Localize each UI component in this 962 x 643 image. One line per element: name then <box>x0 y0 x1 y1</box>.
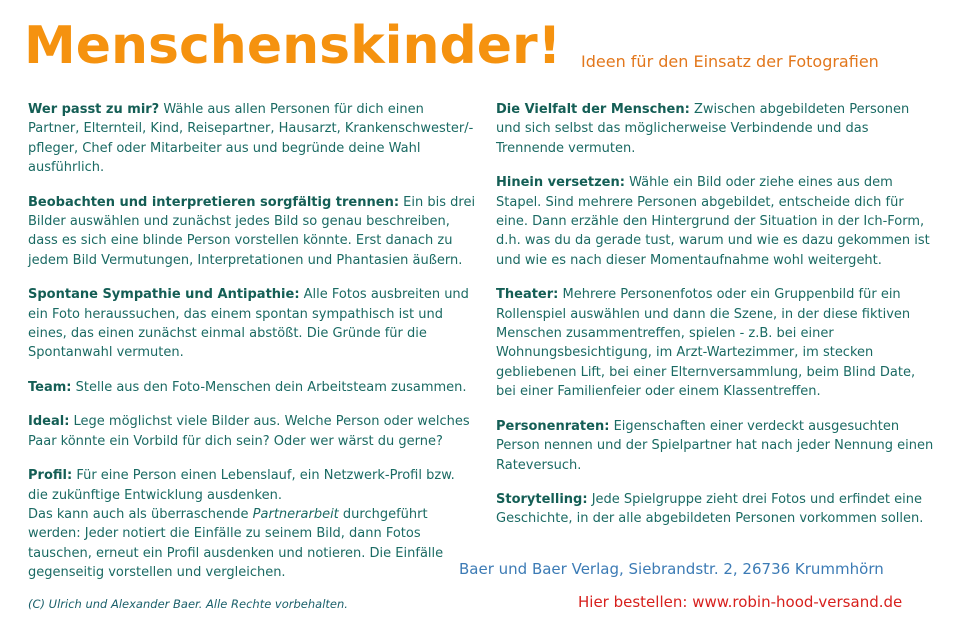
idea-text-part: durchgeführt werden: Jeder notiert die Einfälle zu seinem Bild, dann Fotos tauschen, erneut ein Profil ausdenken und notieren. Die Einfälle gegenseitig vorstellen und vergleichen. <box>28 506 444 581</box>
idea-hinein-versetzen <box>496 173 936 270</box>
idea-wer-passt <box>28 100 476 178</box>
idea-text: Für eine Person einen Lebenslauf, ein Netzwerk-Profil bzw. die zukünftige Entwicklung ausdenken. <box>28 468 455 503</box>
idea-heading: Beobachten und interpretieren sorgfältig trennen: <box>28 194 400 210</box>
order-url[interactable]: www.robin-hood-versand.de <box>692 593 903 611</box>
idea-text-part: Das kann auch als überraschende <box>28 506 249 522</box>
idea-sympathie <box>28 285 476 363</box>
idea-text: Alle Fotos ausbreiten und ein Foto heraussuchen, das einem spontan sympathisch ist und eines, das einen zunächst einmal abstößt. Die Gründe für die Spontanwahl vermuten. <box>28 287 469 361</box>
idea-team <box>28 378 476 397</box>
idea-ideal <box>28 412 476 451</box>
publisher-address: Baer und Baer Verlag, Siebrandstr. 2, 26736 Krummhörn <box>459 560 884 578</box>
idea-heading: Team: <box>28 379 72 395</box>
idea-vielfalt <box>496 100 936 158</box>
idea-text: Lege möglichst viele Bilder aus. Welche Person oder welches Paar könnte ein Vorbild für dich sein? Oder wer wärst du gerne? <box>28 414 470 449</box>
order-label: Hier bestellen: <box>578 593 688 611</box>
order-link[interactable] <box>578 593 902 611</box>
idea-text: Stelle aus den Foto-Menschen dein Arbeitsteam zusammen. <box>75 379 467 395</box>
idea-text: Eigenschaften einer verdeckt ausgesuchten Person nennen und der Spielpartner hat nach jeder Nennung einen Rateversuch. <box>496 418 934 473</box>
idea-text: Mehrere Personenfotos oder ein Gruppenbild für ein Rollenspiel auswählen und dann die Szene, in der diese fiktiven Menschen zusammentreffen, spielen - z.B. bei einer Wohnungsbesichtigung, im Arzt-Wartezimmer, im stecken gebliebenen Lift, bei einer Elternversammlung, beim Blind Date, bei einer Familienfeier oder einem Klassentreffen. <box>496 287 916 400</box>
idea-heading: Personenraten: <box>496 418 610 434</box>
left-column <box>28 100 476 598</box>
page-title: Menschenskinder! <box>24 16 562 76</box>
copyright-notice: (C) Ulrich und Alexander Baer. Alle Rechte vorbehalten. <box>28 597 348 611</box>
idea-beobachten <box>28 193 476 271</box>
idea-heading: Ideal: <box>28 414 70 430</box>
idea-text: Ein bis drei Bilder auswählen und zunächst jedes Bild so genau beschreiben, dass es sich eine blinde Person vorstellen könnte. Erst danach zu jedem Bild Vermutungen, Interpretationen und Phantasien äußern. <box>28 194 476 268</box>
page-subtitle: Ideen für den Einsatz der Fotografien <box>581 52 879 71</box>
idea-profil <box>28 466 476 582</box>
idea-text-emphasis: Partnerarbeit <box>252 506 339 522</box>
idea-heading: Theater: <box>496 287 559 303</box>
right-column <box>496 100 936 544</box>
idea-text: Wähle ein Bild oder ziehe eines aus dem Stapel. Sind mehrere Personen abgebildet, entscheide dich für eine. Dann erzähle den Hintergrund der Situation in der Ich-Form, d.h. was du da gerade tust, warum und wie es dazu gekommen ist und wie es nach dieser Momentaufnahme wohl weitergeht. <box>496 175 930 268</box>
idea-text: Zwischen abgebildeten Personen und sich selbst das möglicherweise Verbindende und das Trennende vermuten. <box>496 102 910 156</box>
idea-heading: Spontane Sympathie und Antipathie: <box>28 287 300 303</box>
idea-heading: Storytelling: <box>496 491 588 507</box>
idea-heading: Hinein versetzen: <box>496 175 625 191</box>
idea-text: Jede Spielgruppe zieht drei Fotos und erfindet eine Geschichte, in der alle abgebildeten Personen vorkommen sollen. <box>496 491 924 527</box>
idea-storytelling <box>496 490 936 529</box>
idea-heading: Wer passt zu mir? <box>28 102 160 117</box>
idea-theater <box>496 285 936 401</box>
idea-text: Wähle aus allen Personen für dich einen Partner, Elternteil, Kind, Reisepartner, Hausarzt, Krankenschwester/-pfleger, Chef oder Mitarbeiter aus und begründe deine Wahl ausführlich. <box>28 102 474 176</box>
idea-personenraten <box>496 417 936 475</box>
idea-heading: Profil: <box>28 468 73 484</box>
idea-heading: Die Vielfalt der Menschen: <box>496 102 690 117</box>
